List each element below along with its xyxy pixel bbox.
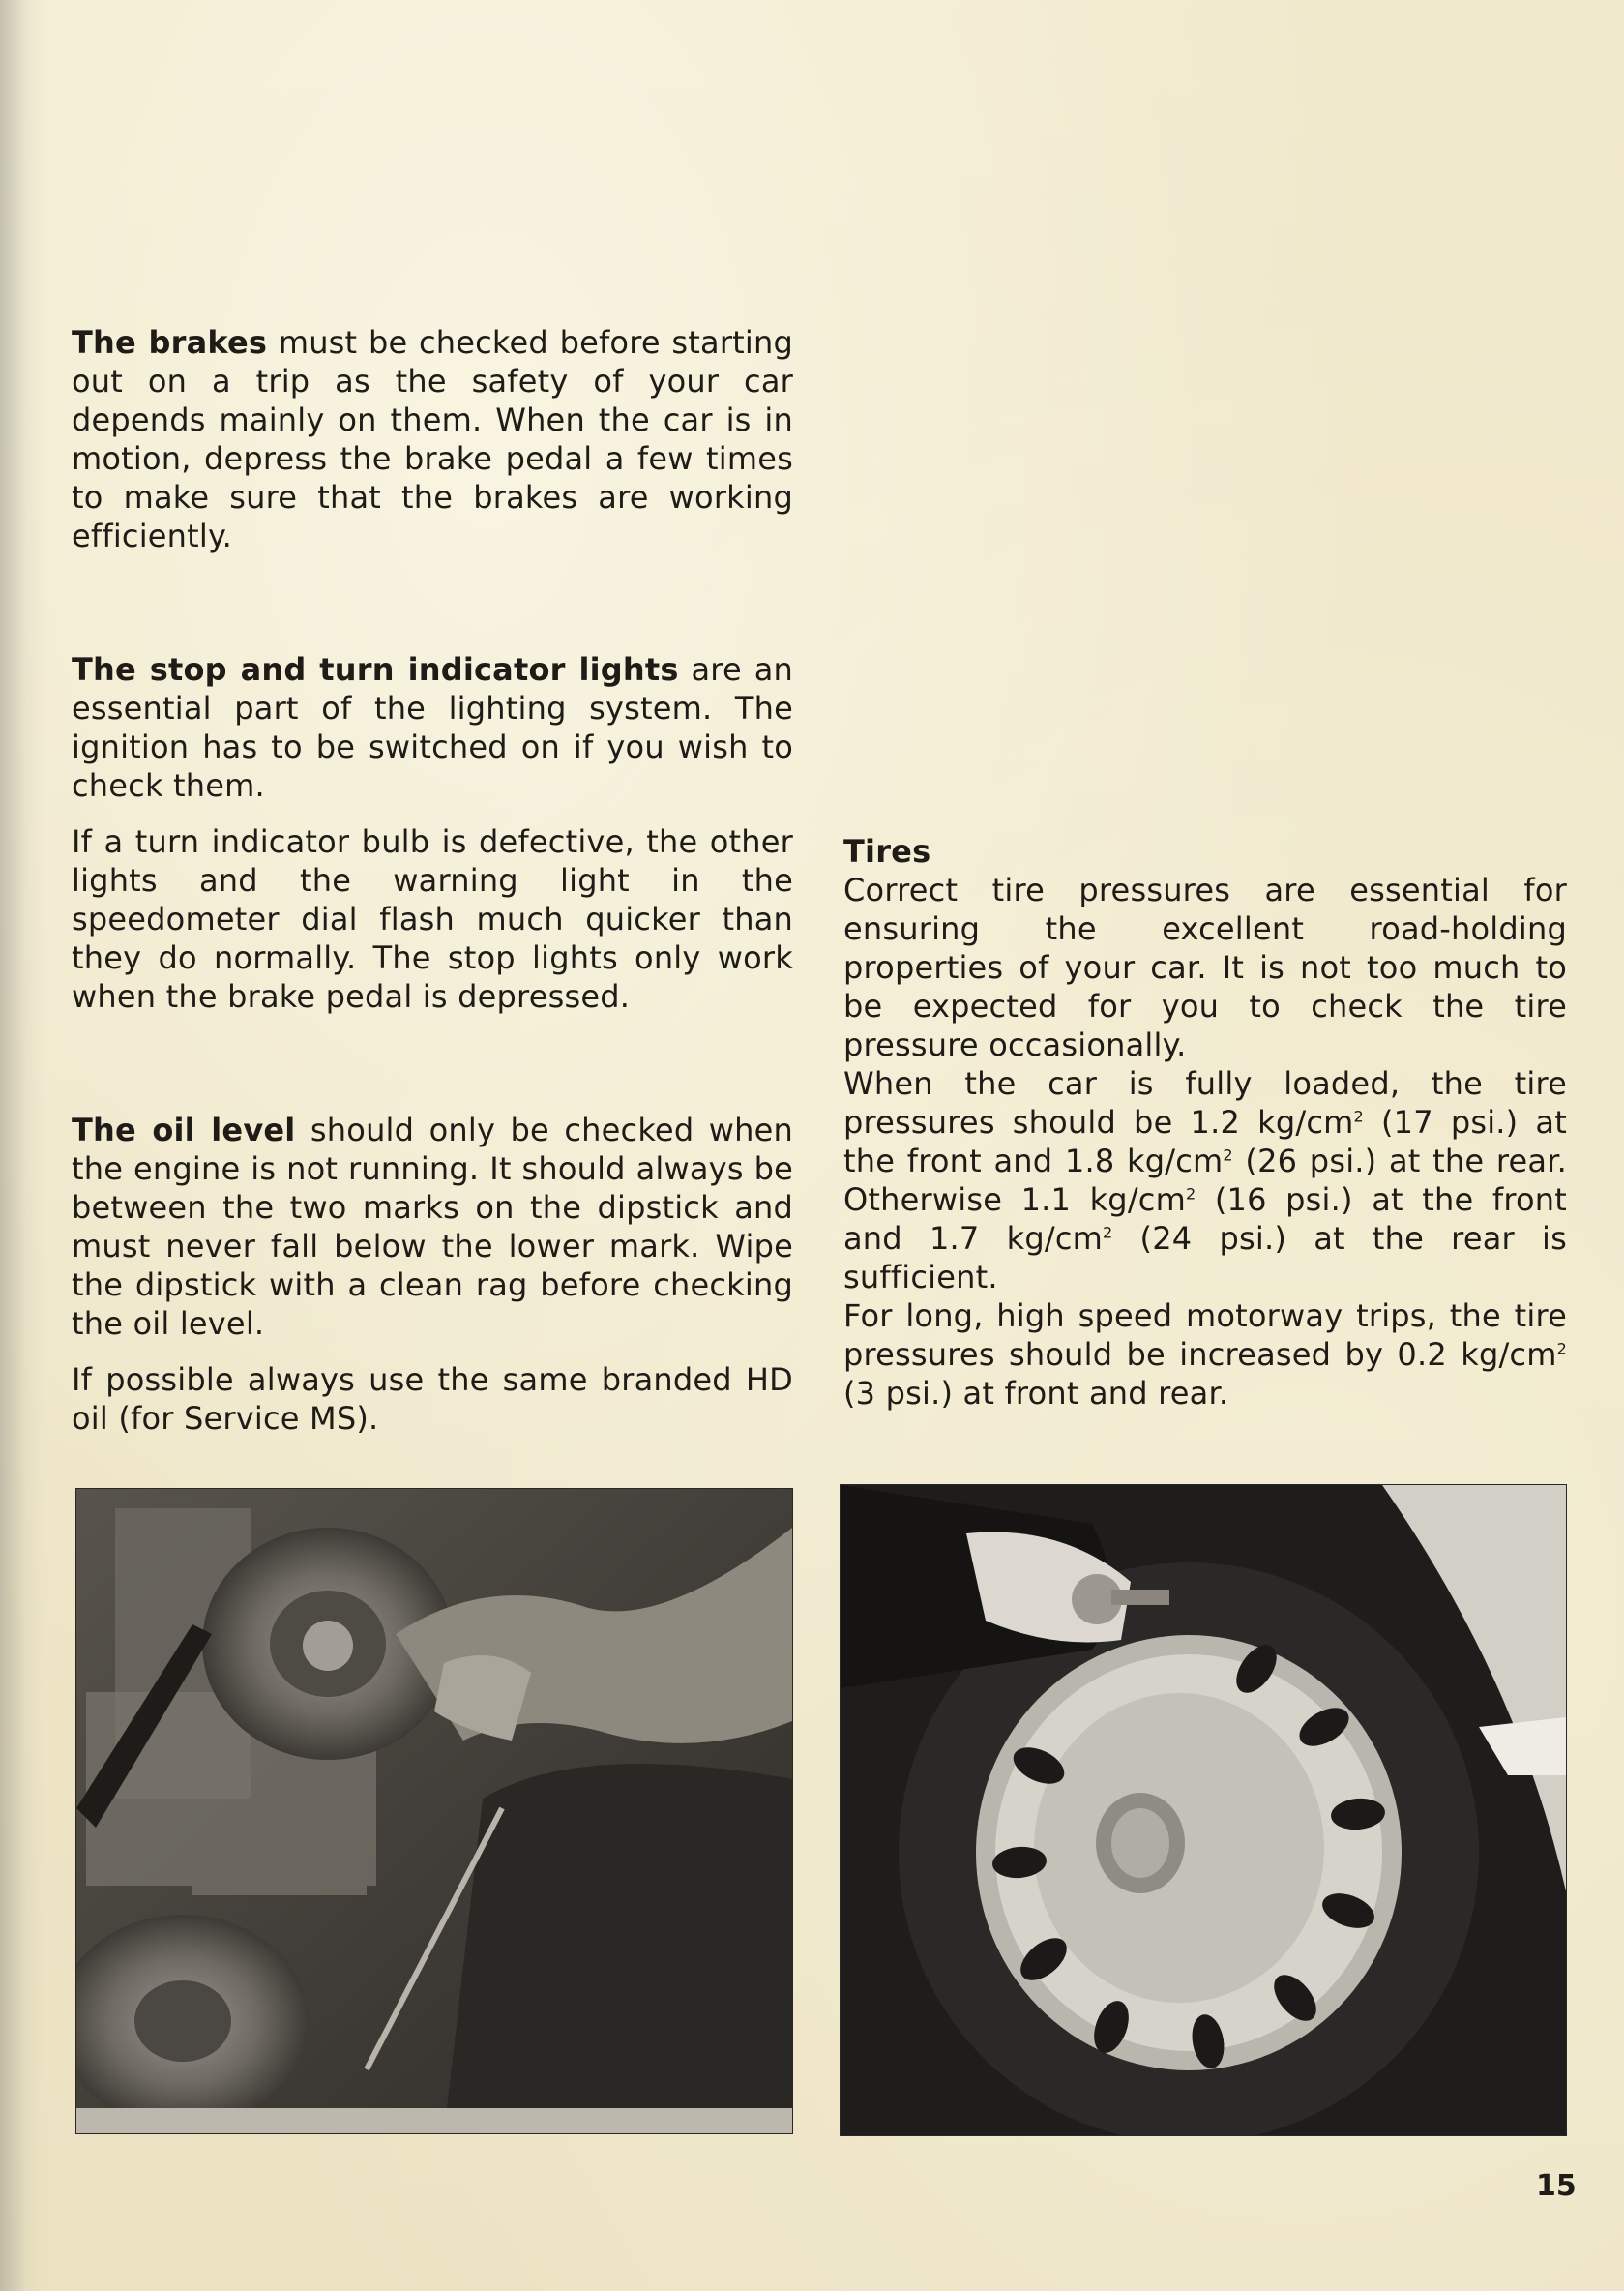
tire-pressure-photo xyxy=(840,1484,1567,2136)
engine-photo-illustration xyxy=(76,1489,792,2133)
tires-p2-d: (16 psi.) at the front and 1.7 kg/cm xyxy=(843,1181,1567,1257)
lights-paragraph-2: If a turn indicator bulb is defective, the other lights and the warning light in the speedometer dial flash much quicker than they do normally. The stop lights only work when the brake pedal is depressed. xyxy=(72,823,793,1015)
tire-photo-illustration xyxy=(841,1485,1566,2135)
tires-p2-c: (26 psi.) at the rear. Otherwise 1.1 kg/cm xyxy=(843,1143,1567,1218)
tires-paragraph-1: Correct tire pressures are essential for ensuring the excellent road-holding properties of your car. It is not too much to be expected for you to check the tire pressure occasionally. xyxy=(843,872,1567,1063)
oil-text: should only be checked when the engine is not running. It should always be between the two marks on the dipstick and must never fall below the lower mark. Wipe the dipstick with a clean rag before checking the oil level. xyxy=(72,1112,793,1342)
tires-p3-a: For long, high speed motorway trips, the tire pressures should be increased by 0.2 kg/cm xyxy=(843,1297,1567,1373)
tires-p2-e: (24 psi.) at the rear is sufficient. xyxy=(843,1220,1567,1295)
superscript: 2 xyxy=(1103,1223,1113,1242)
tires-p2-a: When the car is fully loaded, the tire pressures should be 1.2 kg/cm xyxy=(843,1065,1567,1141)
superscript: 2 xyxy=(1353,1107,1364,1126)
superscript: 2 xyxy=(1223,1146,1233,1165)
tires-paragraph-3 xyxy=(843,1296,1567,1413)
tires-p2-b: (17 psi.) at the front and 1.8 kg/cm xyxy=(843,1104,1567,1179)
oil-lead: The oil level xyxy=(72,1112,296,1148)
oil-paragraph xyxy=(72,1111,793,1343)
lights-paragraph xyxy=(72,650,793,805)
right-column xyxy=(843,832,1567,1413)
lights-lead: The stop and turn indicator lights xyxy=(72,651,679,688)
left-column xyxy=(72,323,793,1438)
page-number: 15 xyxy=(1536,2169,1577,2203)
lights-text: are an essential part of the lighting system. The ignition has to be switched on if you wish to check them. xyxy=(72,651,793,804)
tires-paragraph-2 xyxy=(843,1064,1567,1296)
tires-p3-b: (3 psi.) at front and rear. xyxy=(843,1375,1229,1412)
brakes-paragraph xyxy=(72,323,793,555)
superscript: 2 xyxy=(1556,1339,1567,1358)
book-spine-shadow xyxy=(0,0,44,2291)
tires-heading: Tires xyxy=(843,833,931,870)
oil-paragraph-2: If possible always use the same branded HD oil (for Service MS). xyxy=(72,1361,793,1437)
engine-dipstick-photo xyxy=(75,1488,793,2134)
brakes-lead: The brakes xyxy=(72,324,268,361)
superscript: 2 xyxy=(1185,1184,1196,1204)
brakes-text: must be checked before starting out on a trip as the safety of your car depends mainly on them. When the car is in motion, depress the brake pedal a few times to make sure that the brakes are working efficiently. xyxy=(72,324,794,554)
